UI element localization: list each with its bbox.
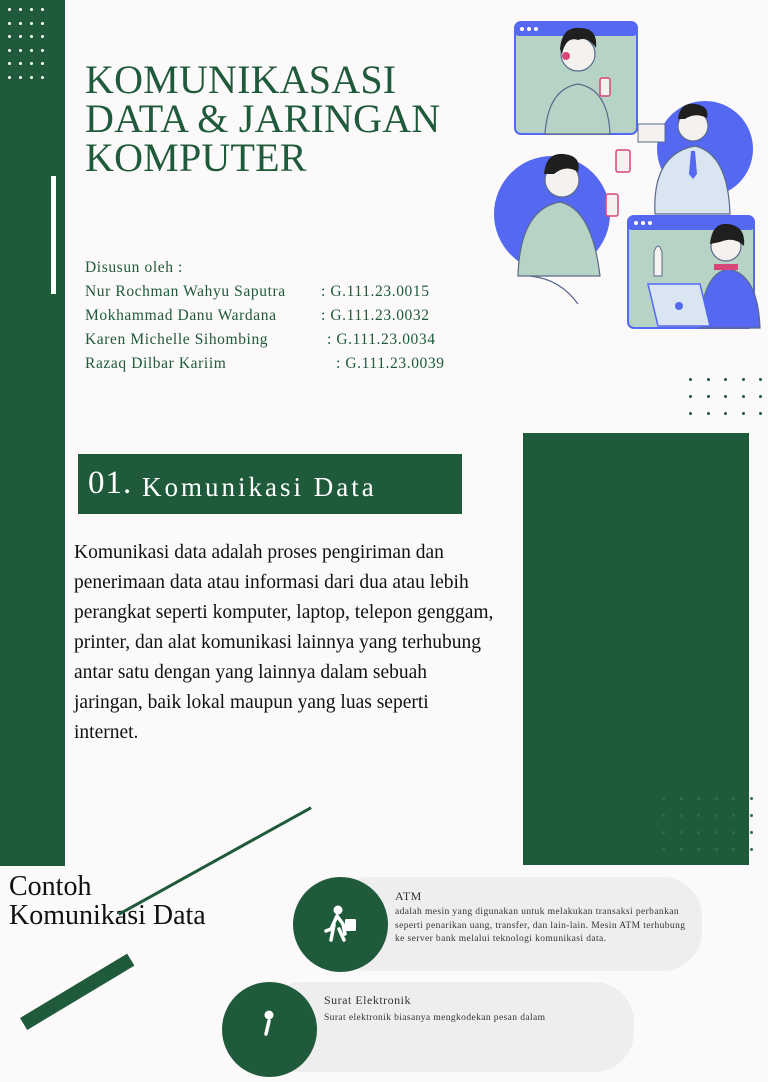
decorative-diagonal-bar (20, 954, 134, 1030)
author-name: Mokhammad Danu Wardana (85, 307, 277, 324)
author-row (85, 304, 430, 328)
authors-block (85, 256, 445, 376)
atm-title: ATM (395, 889, 422, 903)
email-icon-circle (222, 982, 317, 1077)
author-name: Razaq Dilbar Kariim (85, 355, 227, 372)
dot-grid-right (689, 378, 768, 429)
page-title (85, 57, 505, 180)
title-line-1: KOMUNIKASASI (85, 57, 397, 102)
section-title: Komunikasi Data (142, 472, 377, 502)
author-nim: : G.111.23.0039 (336, 355, 445, 372)
author-row (85, 280, 430, 304)
author-name: Nur Rochman Wahyu Saputra (85, 283, 286, 300)
person-icon (222, 982, 317, 1077)
email-title: Surat Elektronik (324, 993, 411, 1007)
person-walking-icon (293, 877, 388, 972)
authors-heading: Disusun oleh : (85, 259, 183, 276)
atm-description: adalah mesin yang digunakan untuk melakukan transaksi perbankan seperti penarikan uang, transfer, dan lain-lain. Mesin ATM terhubung ke server bank melalui teknologi komunikasi data. (395, 907, 686, 944)
laptop-window-icon (628, 216, 760, 328)
example-card-email (262, 982, 634, 1072)
atm-icon-circle (293, 877, 388, 972)
email-description: Surat elektronik biasanya mengkodekan pesan dalam (324, 1013, 546, 1023)
examples-title-line-2: Komunikasi Data (9, 900, 206, 931)
definition-paragraph: Komunikasi data adalah proses pengiriman dan penerimaan data atau informasi dari dua atau lebih perangkat seperti komputer, laptop, telepon genggam, printer, dan alat komunikasi lainnya yang terhubung antar satu dengan yang lainnya dalam sebuah jaringan, baik lokal maupun yang luas seperti internet. (74, 542, 494, 743)
decorative-diagonal-line (118, 806, 312, 915)
online-communication-illustration (490, 14, 768, 334)
decorative-white-bar (51, 176, 56, 294)
dot-grid-bottom-right (662, 797, 767, 865)
section-header-bar (78, 454, 462, 514)
title-line-3: KOMPUTER (85, 135, 307, 180)
author-row (85, 328, 436, 352)
author-nim: : G.111.23.0034 (327, 331, 436, 348)
examples-title-line-1: Contoh (9, 871, 92, 902)
author-row (85, 352, 445, 376)
left-decorative-band (0, 0, 65, 866)
section-number: 01. (88, 465, 133, 501)
author-name: Karen Michelle Sihombing (85, 331, 269, 348)
author-nim: : G.111.23.0015 (321, 283, 430, 300)
author-nim: : G.111.23.0032 (321, 307, 430, 324)
dot-grid-top-left (8, 8, 52, 89)
title-line-2: DATA & JARINGAN (85, 96, 441, 141)
